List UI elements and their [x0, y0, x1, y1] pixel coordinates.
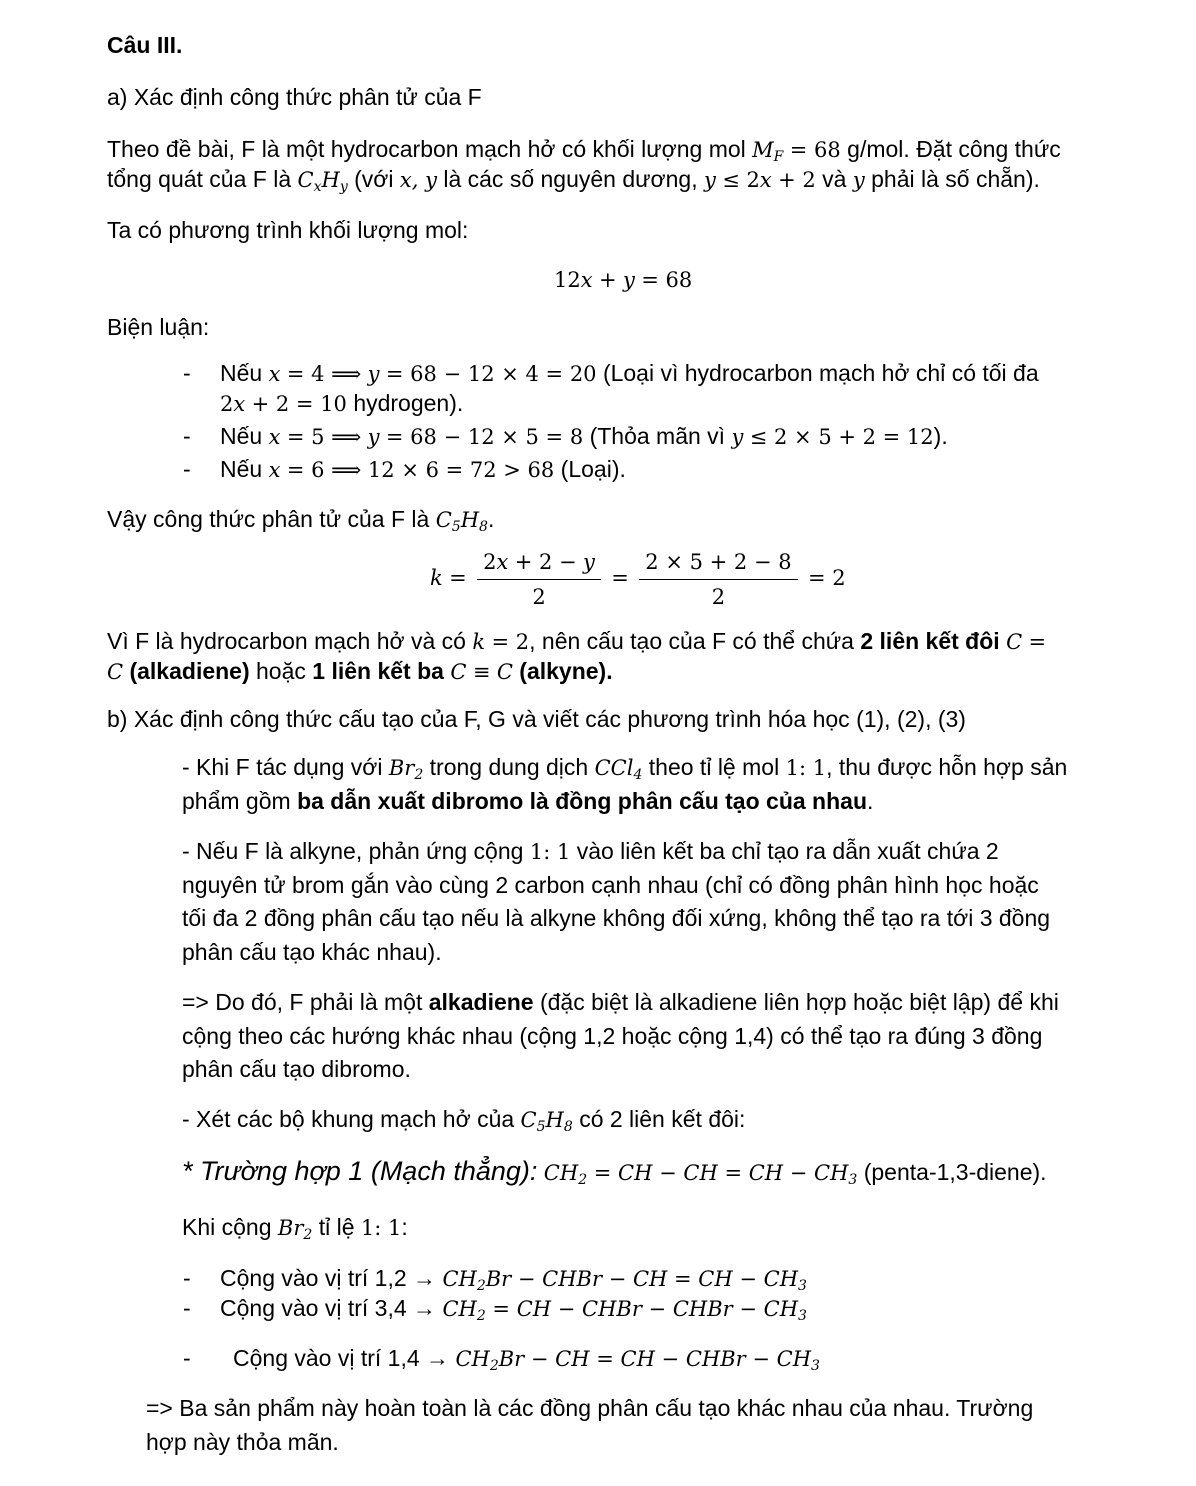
para-1-line-2: phẩm gồm ba dẫn xuất dibromo là đồng phân cấu tạo của nhau.: [182, 788, 874, 814]
part-b-title: b) Xác định công thức cấu tạo của F, G và viết các phương trình hóa học (1), (2), (3): [107, 706, 966, 732]
bullet-dash: -: [183, 1265, 191, 1291]
para-2-line-3: tối đa 2 đồng phân cấu tạo nếu là alkyne không đối xứng, không thể tạo ra tới 3 đồng: [182, 905, 1051, 931]
bullet-dash: -: [183, 423, 191, 449]
k-equation: k = $\frac{2x + 2 - y}{2}$ = $\frac{2 \times 5 + 2 - 8}{2}$ = 2: [430, 547, 846, 611]
para-3-line-2: cộng theo các hướng khác nhau (cộng 1,2 hoặc cộng 1,4) có thể tạo ra đúng 3 đồng: [182, 1023, 1043, 1049]
case-x4-line-1: Nếu x = 4 ⟹ y = 68 − 12 × 4 = 20 (Loại vì hydrocarbon mạch hở chỉ có tối đa: [220, 360, 1039, 386]
bullet-dash: -: [183, 360, 191, 386]
case-x5: Nếu x = 5 ⟹ y = 68 − 12 × 5 = 8 (Thỏa mãn vì y ≤ 2 × 5 + 2 = 12).: [220, 423, 948, 449]
para-2-line-4: phân cấu tạo khác nhau).: [182, 939, 442, 965]
discussion-label: Biện luận:: [107, 314, 210, 340]
para-2-line-2: nguyên tử brom gắn vào cùng 2 carbon cạnh nhau (chỉ có đồng phân hình học hoặc: [182, 872, 1039, 898]
final-line-2: hợp này thỏa mãn.: [146, 1429, 339, 1455]
para-4: - Xét các bộ khung mạch hở của $C_5H_8$ có 2 liên kết đôi:: [182, 1106, 746, 1135]
k-explanation-line-2: C (alkadiene) hoặc 1 liên kết ba C ≡ C (alkyne).: [107, 658, 613, 684]
intro-line-2: tổng quát của F là $C_xH_y$ (với x, y là các số nguyên dương, y ≤ 2x + 2 và y phải là số chẵn).: [107, 166, 1040, 195]
case-x6: Nếu x = 6 ⟹ 12 × 6 = 72 > 68 (Loại).: [220, 456, 626, 482]
bullet-dash: -: [183, 1345, 191, 1371]
equation-intro: Ta có phương trình khối lượng mol:: [107, 217, 469, 243]
addition-3-4: Cộng vào vị trí $3,4 \to CH_2$ = CH − CHBr − CHBr − $CH_3$: [220, 1295, 807, 1324]
intro-line-1: Theo đề bài, F là một hydrocarbon mạch hở có khối lượng mol $M_F = 68$ g/mol. Đặt công thức: [107, 136, 1061, 165]
para-3-line-1: => Do đó, F phải là một alkadiene (đặc biệt là alkadiene liên hợp hoặc biệt lập) để khi: [182, 989, 1059, 1015]
para-1-line-1: - Khi F tác dụng với $Br_2$ trong dung dịch CCl$_4$ theo tỉ lệ mol 1: 1, thu được hỗn hợp sản: [182, 754, 1068, 783]
bullet-dash: -: [183, 456, 191, 482]
part-a-title: a) Xác định công thức phân tử của F: [107, 84, 482, 110]
conclusion-formula: Vậy công thức phân tử của F là $C_5H_8$.: [107, 506, 495, 535]
final-line-1: => Ba sản phẩm này hoàn toàn là các đồng phân cấu tạo khác nhau của nhau. Trường: [146, 1395, 1034, 1421]
k-explanation-line-1: Vì F là hydrocarbon mạch hở và có k = 2, nên cấu tạo của F có thể chứa 2 liên kết đôi C =: [107, 628, 1047, 654]
case-x4-line-2: 2x + 2 = 10 hydrogen).: [220, 390, 464, 416]
addition-1-2: Cộng vào vị trí $1,2 \to CH_2Br$ − CHBr − CH = CH − $CH_3$: [220, 1265, 807, 1294]
para-3-line-3: phân cấu tạo dibromo.: [182, 1056, 411, 1082]
section-heading: Câu III.: [107, 32, 183, 58]
addition-intro: Khi cộng $Br_2$ tỉ lệ 1: 1:: [182, 1214, 408, 1243]
molar-equation: 12x + y = 68: [554, 268, 693, 292]
addition-1-4: Cộng vào vị trí $1,4 \to CH_2Br$ − CH = CH − CHBr − $CH_3$: [233, 1345, 820, 1374]
case-1-title: * Trường hợp 1 (Mạch thẳng): $CH_2$ = CH − CH = CH − $CH_3$ (penta-1,3-diene).: [182, 1156, 1047, 1188]
bullet-dash: -: [183, 1295, 191, 1321]
para-2-line-1: - Nếu F là alkyne, phản ứng cộng 1: 1 vào liên kết ba chỉ tạo ra dẫn xuất chứa 2: [182, 838, 999, 864]
